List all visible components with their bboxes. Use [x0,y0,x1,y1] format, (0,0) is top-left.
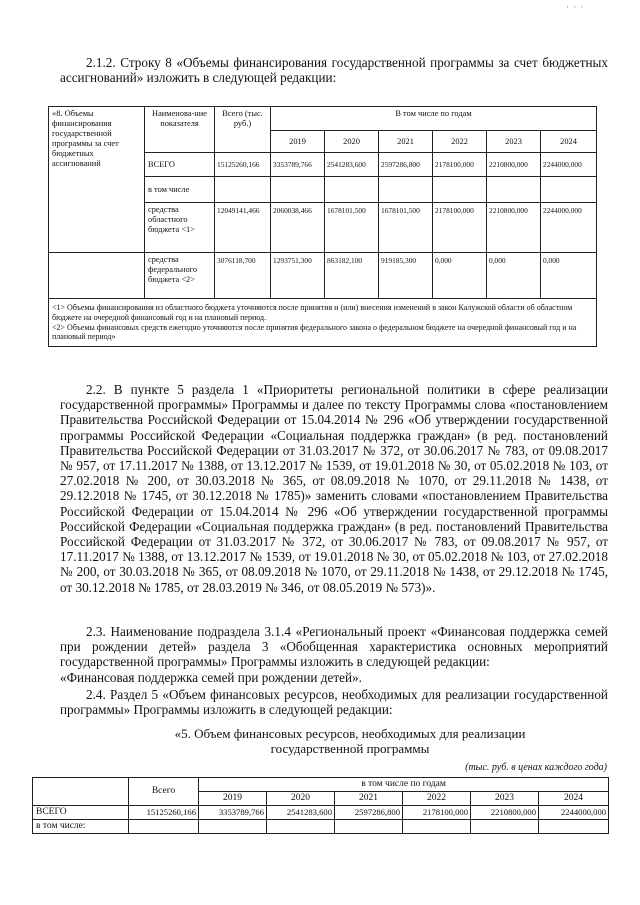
cell-value: 2178100,000 [433,153,487,177]
row-title-cell: «8. Объемы финансирования государственной программы за счет бюджетных ассигнований [49,107,145,253]
cell-value: 1678101,500 [325,203,379,253]
cell-value: 3353789,766 [271,153,325,177]
col-header-years-group: в том числе по годам [199,778,609,792]
paragraph-2-4: 2.4. Раздел 5 «Объем финансовых ресурсов, необходимых для реализации государственной программы» Программы изложить в следующей редакции: [60,687,608,718]
year-header: 2023 [471,792,539,806]
col-header-years-group: В том числе по годам [271,107,597,131]
year-header: 2019 [271,131,325,153]
year-header: 2024 [539,792,609,806]
section-5-title: «5. Объем финансовых ресурсов, необходимых для реализации государственной программы [174,726,526,756]
row-label: в том числе: [33,820,129,834]
cell-value: 2597286,800 [335,806,403,820]
cell-value: 2541283,600 [267,806,335,820]
cell-value: 2541283,600 [325,153,379,177]
year-header: 2022 [403,792,471,806]
paragraph-2-3-text: 2.3. Наименование подраздела 3.1.4 «Региональный проект «Финансовая поддержка семей при рождении детей» раздела 3 «Обобщенная характеристика основных мероприятий государственной программы» Программы изложить в следующей редакции: [60,624,608,670]
cell-value: 1293751,300 [271,253,325,299]
footnote-2: <2> Объемы финансовых средств ежегодно уточняются после принятия федерального закона о федеральном бюджете на очередной финансовый год и на плановый период» [52,322,577,342]
table-footnotes [49,299,597,347]
year-header: 2020 [325,131,379,153]
cell-value: 2210800,000 [487,153,541,177]
col-header-total: Всего [129,778,199,806]
year-header: 2019 [199,792,267,806]
cell-value: 2178100,000 [433,203,487,253]
cell-value: 863182,100 [325,253,379,299]
footnote-1: <1> Объемы финансирования из областного бюджета уточняются после принятия и (или) внесения изменений в закон Калужской области об областном бюджете на очередной финансовый год и на плановый период. [52,303,573,322]
paragraph-2-2: 2.2. В пункте 5 раздела 1 «Приоритеты региональной политики в сфере реализации государственной программы» Программы и далее по тексту Программы слова «постановлением Правительства Российской Федерации от 15.04.2014 № 296 «Об утверждении государственной программы Российской Федерации «Социальная поддержка граждан» (в ред. постановлений Правительства Российской Федерации от 31.03.2017 № 372, от 30.06.2017 № 783, от 09.08.2017 № 957, от 17.11.2017 № 1388, от 13.12.2017 № 1539, от 19.01.2018 № 30, от 05.02.2018 № 103, от 27.02.2018 № 200, от 30.03.2018 № 365, от 08.09.2018 № 1070, от 29.11.2018 № 1438, от 29.12.2018 № 1745, от 30.12.2018 № 1785)» заменить словами «постановлением Правительства Российской Федерации от 15.04.2014 № 296 «Об утверждении государственной программы Российской Федерации «Социальная поддержка граждан» (в ред. постановлений Правительства Российской Федерации от 31.03.2017 № 372, от 30.06.2017 № 783, от 09.08.2017 № 957, от 17.11.2017 № 1388, от 13.12.2017 № 1539, от 19.01.2018 № 30, от 05.02.2018 № 103, от 27.02.2018 № 200, от 30.03.2018 № 365, от 08.09.2018 № 1070, от 29.11.2018 № 1438, от 29.12.2018 № 1745, от 30.12.2018 № 1785, от 28.03.2019 № 346, от 08.05.2019 № 573)». [60,382,608,595]
table-row [49,253,597,299]
section-5-table [32,777,609,834]
cell-value: 1678101,500 [379,203,433,253]
col-header-total: Всего (тыс. руб.) [215,107,271,153]
table-row [33,820,609,834]
cell-value: 2210800,000 [487,203,541,253]
cell-value: 0,000 [433,253,487,299]
cell-value: 2244000,000 [539,806,609,820]
year-header: 2022 [433,131,487,153]
cell-value: 2178100,000 [403,806,471,820]
year-header: 2020 [267,792,335,806]
row-label: средства областного бюджета <1> [145,203,215,253]
row-label: в том числе [145,177,215,203]
cell-value: 3353789,766 [199,806,267,820]
cell-value: 0,000 [541,253,597,299]
cell-value: 2244000,000 [541,203,597,253]
units-note: (тыс. руб. в ценах каждого года) [465,762,607,773]
cell-total: 3076118,700 [215,253,271,299]
cell-total: 15125260,166 [215,153,271,177]
paragraph-2-3-quote: «Финансовая поддержка семей при рождении детей». [60,669,362,685]
cell-value: 2060038,466 [271,203,325,253]
row-label: ВСЕГО [145,153,215,177]
year-header: 2024 [541,131,597,153]
table-row [33,806,609,820]
year-header: 2021 [335,792,403,806]
year-header: 2023 [487,131,541,153]
cell-value: 2210800,000 [471,806,539,820]
cell-value: 2597286,800 [379,153,433,177]
cell-total: 15125260,166 [129,806,199,820]
cell-total: 12049141,466 [215,203,271,253]
col-header-name: Наименова-ние показателя [145,107,215,153]
financing-table [48,106,597,347]
cell-value: 2244000,000 [541,153,597,177]
row-label: ВСЕГО [33,806,129,820]
corner-mark: · · · [566,2,585,12]
cell-value: 0,000 [487,253,541,299]
year-header: 2021 [379,131,433,153]
cell-value: 919185,300 [379,253,433,299]
paragraph-2-1-2: 2.1.2. Строку 8 «Объемы финансирования государственной программы за счет бюджетных ассигнований» изложить в следующей редакции: [60,55,608,86]
paragraph-2-3 [60,624,608,685]
row-label: средства федерального бюджета <2> [145,253,215,299]
